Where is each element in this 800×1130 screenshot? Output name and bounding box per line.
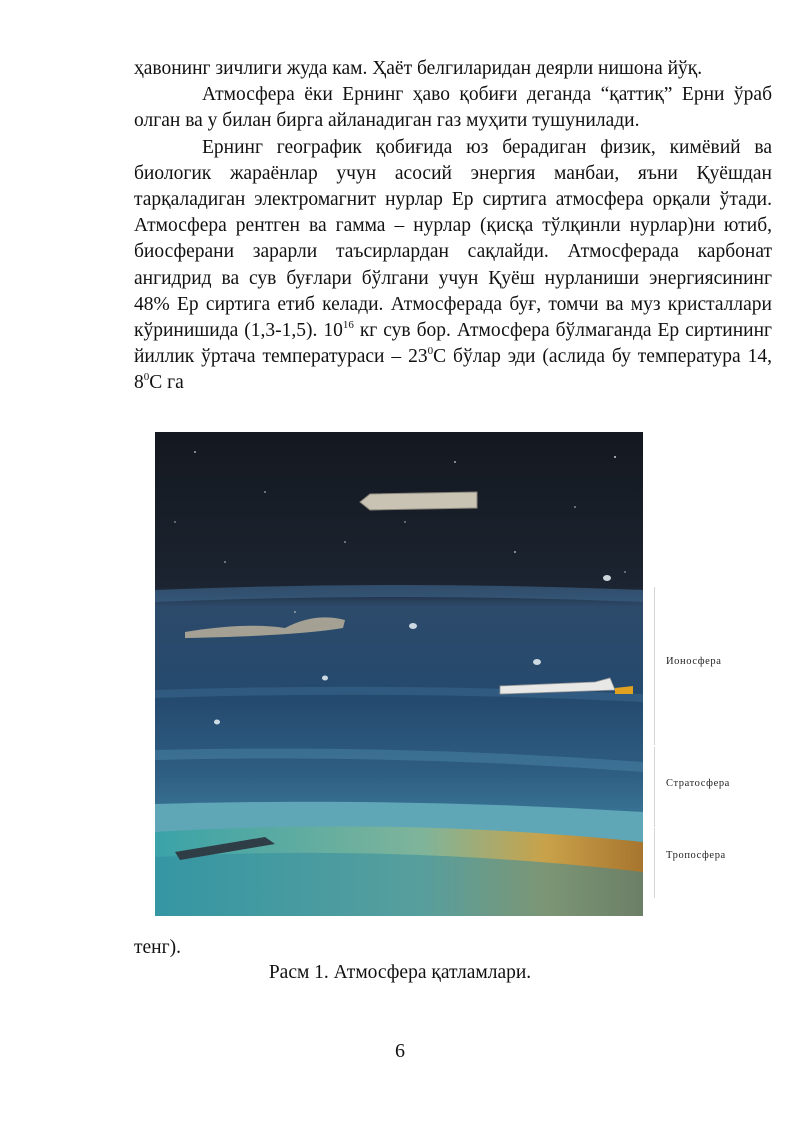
- paragraph-3-part-c: С бўлар эди (аслида бу температура 14, 8: [134, 346, 772, 394]
- paragraph-3-ending: тенг).: [134, 937, 181, 958]
- layer-labels: [650, 432, 780, 916]
- atmosphere-layers-illustration: [155, 432, 643, 916]
- paragraph-1: ҳавонинг зичлиги жуда кам. Ҳаёт белгиларидан деярли нишона йўқ.: [134, 58, 703, 79]
- page-number: 6: [395, 1040, 405, 1062]
- degree-mark-2: 0: [143, 370, 150, 383]
- stratosphere-bracket: [654, 747, 661, 827]
- paragraph-3-part-b: кг сув бор. Атмосфера бўлмаганда Ер сиртининг йиллик ўртача температураси – 23: [134, 320, 772, 368]
- paragraph-3: [134, 135, 772, 397]
- degree-mark-1: 0: [427, 344, 434, 357]
- troposphere-bracket: [654, 828, 661, 898]
- stratosphere-label: Стратосфера: [666, 778, 730, 789]
- figure-caption: Расм 1. Атмосфера қатламлари.: [268, 962, 532, 983]
- ionosphere-bracket: [654, 587, 661, 745]
- troposphere-label: Тропосфера: [666, 850, 726, 861]
- exponent-16: 16: [342, 318, 354, 331]
- body-text: [134, 56, 772, 397]
- ionosphere-label: Ионосфера: [666, 656, 722, 667]
- paragraph-2: Атмосфера ёки Ернинг ҳаво қобиғи деганда “қаттиқ” Ерни ўраб олган ва у билан бирга айланадиган газ муҳити тушунилади.: [134, 84, 772, 132]
- paragraph-3-part-a: Ернинг географик қобиғида юз берадиган физик, кимёвий ва биологик жараёнлар учун асосий энергия манбаи, яъни Қуёшдан тарқаладиган электромагнит нурлар Ер сиртига атмосфера орқали ўтади. Атмосфера рентген ва гамма – нурлар (қисқа тўлқинли нурлар)ни ютиб, биосферани зарарли таъсирлардан сақлайди. Атмосферада карбонат ангидрид ва сув буғлари бўлгани учун Қуёш нурланиши энергиясининг 48% Ер сиртига етиб келади. Атмосферада буғ, томчи ва муз кристаллари кўринишида (1,3-1,5). 10: [134, 136, 772, 342]
- paragraph-3-part-d: С га: [149, 372, 184, 394]
